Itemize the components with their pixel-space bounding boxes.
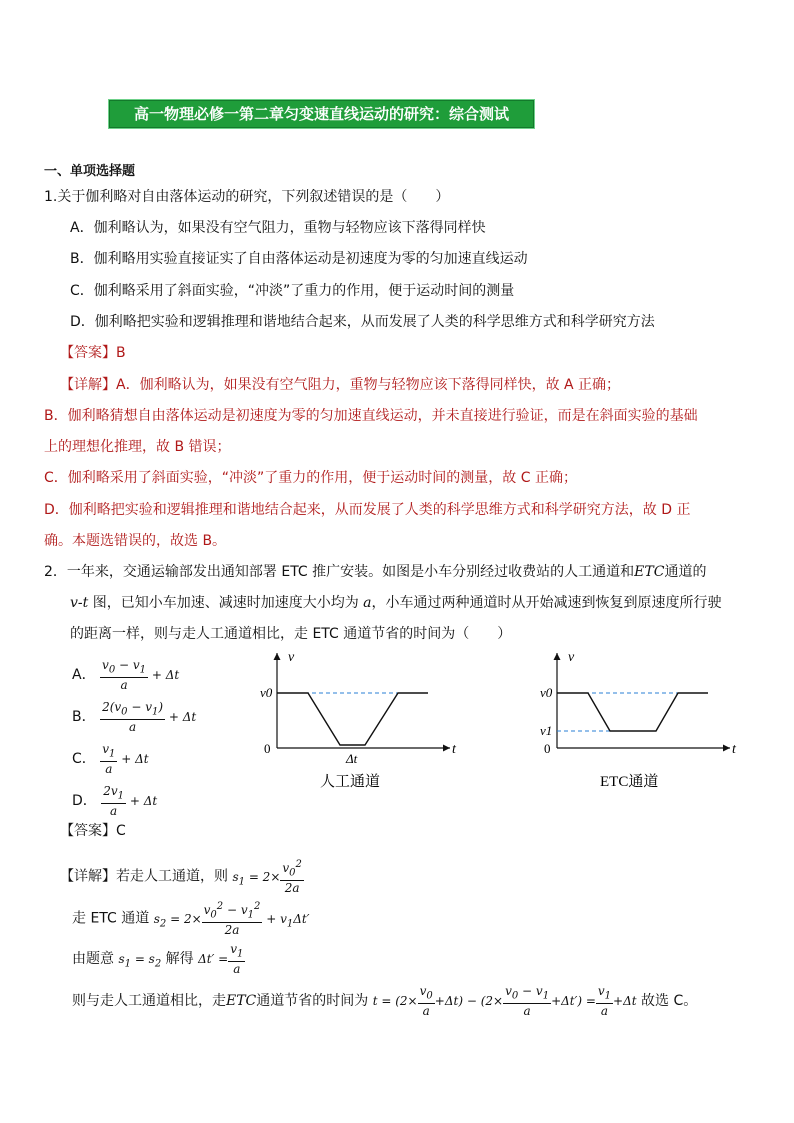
q1-explanation-line-3: 上的理想化推理，故 B 错误；	[44, 439, 231, 455]
q2-answer: 【答案】C	[60, 823, 126, 839]
q2-option-a: A． $\frac{v_0 - v_1}{a}$ + Δt	[72, 658, 180, 693]
section-heading: 一、单项选择题	[44, 164, 136, 179]
q1-explanation-line-5: D．伽利略把实验和逻辑推理和谐地结合起来，从而发展了人类的科学思维方式和科学研究方法，故 D 正	[44, 502, 691, 518]
delta-t-label: Δt	[346, 751, 358, 766]
velocity-curve	[277, 693, 428, 745]
q2-explanation-line-1: 【详解】若走人工通道，则 $s_1 = 2\times$ $\frac{v_0^2}{2a}$	[60, 859, 302, 896]
q2-explanation-line-2: 走 ETC 通道 $s_2 = 2\times$ $\frac{v_0^2 - v_1^2}{2a}$ + $v_1\Delta t'$	[72, 901, 310, 938]
formula: $s_1 = 2\times$	[232, 869, 281, 888]
v1-label: v1	[540, 723, 553, 738]
q2-stem-line-3: 的距离一样，则与走人工通道相比，走 ETC 通道节省的时间为（ ）	[70, 626, 512, 642]
page-title: 高一物理必修一第二章匀变速直线运动的研究：综合测试	[108, 99, 535, 129]
q1-stem: 1.关于伽利略对自由落体运动的研究，下列叙述错误的是（ ）	[44, 189, 450, 205]
t-axis-label: t	[732, 742, 736, 757]
origin-label: 0	[544, 741, 551, 756]
q2-option-b: B． $\frac{2(v_0 - v_1)}{a}$ + Δt	[72, 700, 197, 735]
q2-option-d: D． $\frac{2v_1}{a}$ + Δt	[72, 784, 158, 819]
q1-answer: 【答案】B	[60, 345, 126, 361]
v-axis-label: v	[568, 650, 575, 665]
velocity-curve	[557, 693, 708, 731]
formula: $\frac{v_0^2}{2a}$	[282, 859, 302, 896]
manual-lane-vt-graph	[250, 645, 470, 795]
v0-label: v0	[540, 685, 553, 700]
formula: Δt′ =	[198, 952, 229, 967]
v-axis-label: v	[288, 650, 295, 665]
q1-option-b: B．伽利略用实验直接证实了自由落体运动是初速度为零的匀加速直线运动	[70, 251, 528, 267]
formula: $\frac{v_0 - v_1}{a}$	[102, 658, 147, 693]
etc-lane-vt-graph	[530, 645, 750, 795]
q1-explanation-line-2: B．伽利略猜想自由落体运动是初速度为零的匀加速直线运动，并未直接进行验证，而是在斜面实验的基础	[44, 408, 698, 424]
formula: $\frac{v_0^2 - v_1^2}{2a}$	[203, 901, 261, 938]
q2-stem-line-1: 2．一年来，交通运输部发出通知部署 ETC 推广安装。如图是小车分别经过收费站的人工通道和ETC通道的	[44, 564, 707, 580]
q1-explain-label: 【详解】	[60, 377, 116, 393]
formula: t = (2×	[372, 994, 418, 1009]
q1-option-a: A．伽利略认为，如果没有空气阻力，重物与轻物应该下落得同样快	[70, 220, 486, 236]
formula: $\frac{v_1}{a}$	[230, 942, 244, 977]
q1-option-d: D．伽利略把实验和逻辑推理和谐地结合起来，从而发展了人类的科学思维方式和科学研究方法	[70, 314, 655, 330]
formula: $s_1 = s_2$	[118, 952, 162, 970]
q2-option-c: C． $\frac{v_1}{a}$ + Δt	[72, 742, 149, 777]
q1-explanation-line-1	[60, 376, 620, 394]
graph2-caption: ETC通道	[600, 774, 659, 790]
q2-stem-line-2: v-t 图，已知小车加速、减速时加速度大小均为 a，小车通过两种通道时从开始减速到恢复到原速度所行驶	[70, 595, 722, 611]
q1-explanation-line-6: 确。本题选错误的，故选 B。	[44, 533, 227, 549]
q1-explanation-line-4: C．伽利略采用了斜面实验，“冲淡”了重力的作用，便于运动时间的测量，故 C 正确；	[44, 470, 577, 486]
graph1-caption: 人工通道	[320, 774, 381, 790]
formula: $s_2 = 2\times$	[153, 911, 202, 930]
v0-label: v0	[260, 685, 273, 700]
formula: $\frac{2(v_0 - v_1)}{a}$	[102, 700, 164, 735]
q1-option-c: C．伽利略采用了斜面实验，“冲淡”了重力的作用，便于运动时间的测量	[70, 283, 515, 299]
formula: $\frac{2v_1}{a}$	[103, 784, 125, 819]
origin-label: 0	[264, 741, 271, 756]
t-axis-label: t	[452, 742, 456, 757]
q2-explanation-line-3: 由题意 $s_1 = s_2$ 解得 Δt′ = $\frac{v_1}{a}$	[72, 942, 244, 977]
formula: $\frac{v_1}{a}$	[102, 742, 116, 777]
q2-explanation-line-4: 则与走人工通道相比，走ETC通道节省的时间为 t = (2× $\frac{v_0}{a}$ +Δt) − (2× $\frac{v_0 - v_1}{a}$ +Δt′) = $\frac{v_1}{a}$ +Δt 故选 C。	[72, 984, 698, 1019]
q1-explain-text: A．伽利略认为，如果没有空气阻力，重物与轻物应该下落得同样快，故 A 正确；	[116, 377, 621, 393]
